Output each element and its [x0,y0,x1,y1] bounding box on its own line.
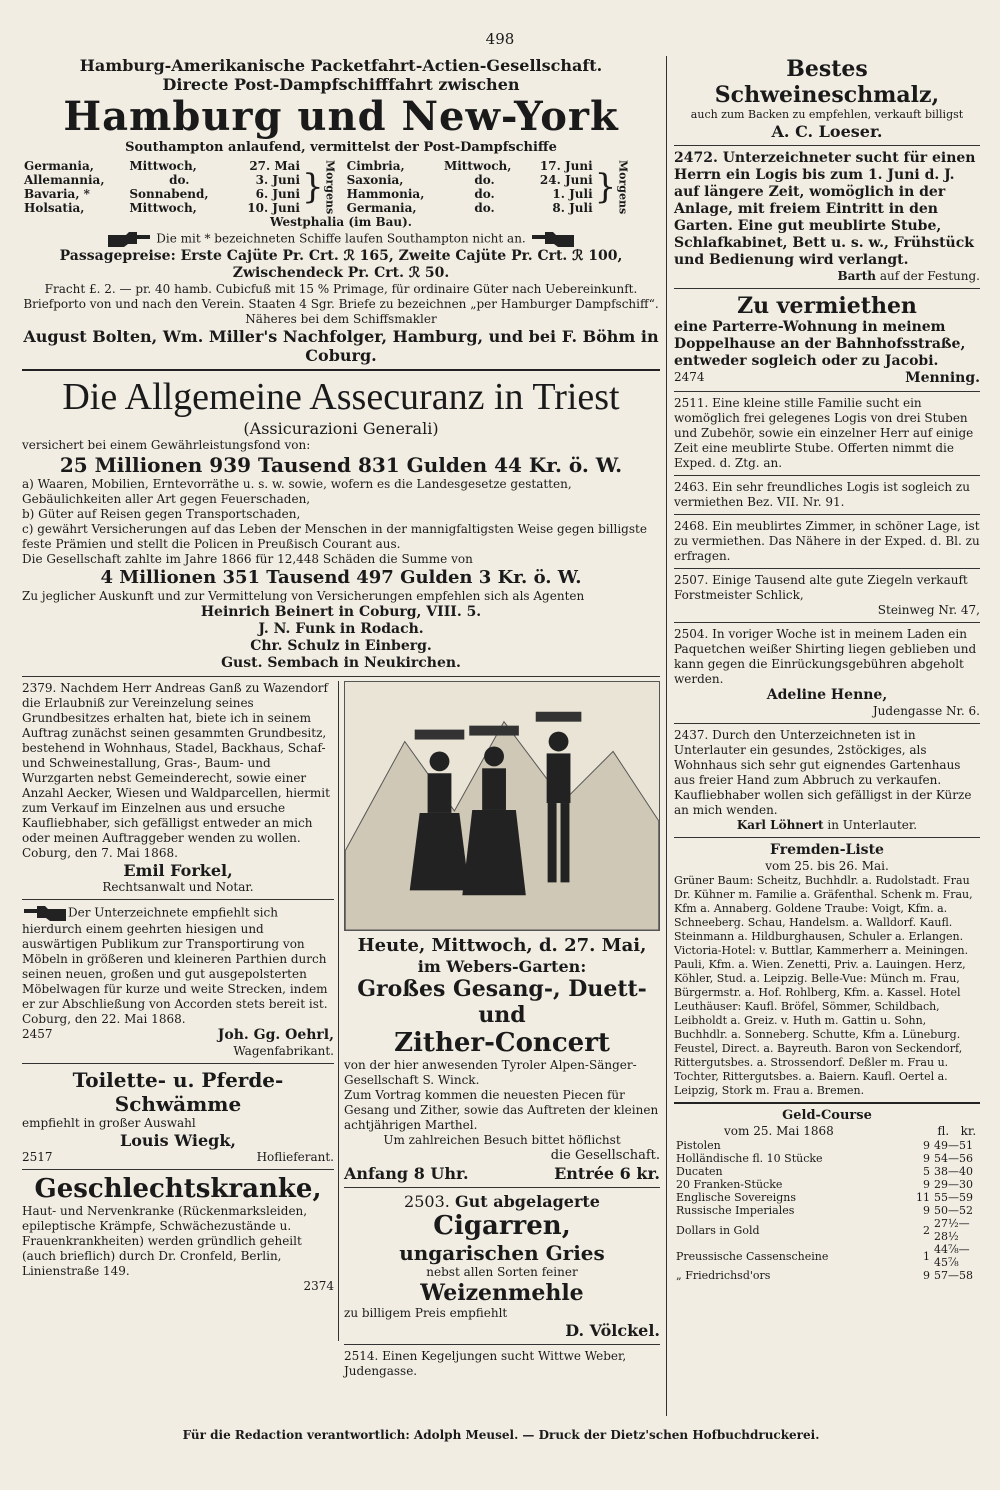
table-row: Pistolen 9 49—51 [676,1139,973,1152]
page-number: 498 [485,30,515,48]
broker-info: Näheres bei dem Schiffsmakler [245,312,437,326]
divider [674,1102,980,1104]
ad-2503: 2503. Gut abgelagerte Cigarren, ungarischen Gries nebst allen Sorten feiner Weizenmehle zu billigem Preis empfiehlt D. Völckel. [344,1192,660,1340]
agent-item: Heinrich Beinert in Coburg, VIII. 5. [200,604,482,620]
ad-2379: 2379. Nachdem Herr Andreas Ganß zu Wazendorf die Erlaubniß zur Vereinzelung seines Grundbesitzes erhalten hat, biete ich in seinem Auftrag zunächst seinen gesammten Grundbesitz, bestehend in Wohnhaus, Stadel, Backhaus, Schaf- und Schweinestallung, Gras-, Baum- und Wurzgarten nebst Gemeinderecht, sowie einer Anzahl Aecker, Wiesen und Waldparcellen, hiermit zum Verkauf im Einzelnen aus und ersuche Kaufliebhaber, sich gefälligst entweder an mich oder meinen Auftraggeber wenden zu wollen. Coburg, den 7. Mai 1868. Emil Forkel, Rechtsanwalt und Notar. [22,681,330,894]
ad-moebel: Der Unterzeichnete empfiehlt sich hierdurch einem geehrten hiesigen und auswärtigen Publikum zur Transportirung von Möbeln in größeren und kleineren Parthien durch seinen neuen, großen und gut ausgepolsterten Möbelwagen für kurze und weite Strecken, indem er zur Abschließung von Accorden stets bereit ist. Coburg, den 22. Mai 1868. 2457 Joh. Gg. Oehrl, Wagenfabrikant. [22,905,334,1058]
assecuranz-title: Die Allgemeine Assecuranz in Triest [62,376,620,418]
ad-2472: 2472. Unterzeichneter sucht für einen Herrn ein Logis bis zum 1. Juni d. J. auf längere Zeit, womöglich in der Anlage, mit freiem Eintritt in den Garten. Eine gut meublirte Stube, Schlafkabinet, Bett u. s. w., Frühstück und Bedienung wird verlangt. Barth auf der Festung. [674,150,980,283]
divider [674,723,980,724]
table-row: Englische Sovereigns 11 55—59 [676,1191,973,1204]
ad-toilette: Toilette- u. Pferde-Schwämme empfiehlt in großer Auswahl Louis Wiegk, 2517 Hoflieferant. [22,1068,334,1164]
assecuranz-subtitle: (Assicurazioni Generali) [243,419,439,438]
bracket-left: } [302,167,324,207]
hapag-company: Hamburg-Amerikanische Packetfahrt-Actien-Gesellschaft. [79,56,603,75]
divider [344,1187,660,1188]
geld-course: Geld-Course vom 25. Mai 1868 fl. kr. Pistolen 9 49—51 Holländische fl. 10 Stücke 9 54—56 Ducaten 5 38—40 20 Franken-Stücke 9 29—30 Englische Sovereigns 11 55—59 Russische Imperiales 9 50—52 Dollars in Gold 2 27½—28½ Preussische Cassenscheine 1 44⅞—45⅞ „ Friedrichsd'ors 9 57—58 [674,1108,980,1282]
ad-2437: 2437. Durch den Unterzeichneten ist in Unterlauter ein gesundes, 2stöckiges, als Wohnhaus sich sehr gut eignendes Gartenhaus aus freier Hand zum Abbruch zu verkaufen. Kaufliebhaber wollen sich gefälligst in der Kürze an mich wenden. Karl Löhnert in Unterlauter. [674,728,972,832]
pointing-hand-icon [530,230,576,248]
ship-schedule [22,159,660,215]
footer-imprint: Für die Redaction verantwortlich: Adolph Meusel. — Druck der Dietz'schen Hofbuchdruckerei. [182,1428,820,1442]
divider [22,1063,334,1064]
morgens-label-right: Morgens [616,159,630,215]
pointing-hand-icon [106,230,152,248]
assecuranz-ad [22,375,660,672]
tyrolean-singers-illustration [344,681,660,931]
divider [674,568,980,569]
ad-2468: 2468. Ein meublirtes Zimmer, in schöner Lage, ist zu vermiethen. Das Nähere in der Exped. d. Bl. zu erfragen. [674,519,980,563]
table-row: Ducaten 5 38—40 [676,1165,973,1178]
divider [22,676,660,677]
ad-2507: 2507. Einige Tausend alte gute Ziegeln verkauft Forstmeister Schlick, Steinweg Nr. 47, [674,573,980,617]
assecuranz-paid: Die Gesellschaft zahlte im Jahre 1866 für 12,448 Schäden die Summe von [22,552,473,566]
divider [674,391,980,392]
agent-item: J. N. Funk in Rodach. [258,621,424,637]
fremden-liste: Fremden-Liste vom 25. bis 26. Mai. Grüner Baum: Scheitz, Buchhdlr. a. Rudolstadt. Frau Dr. Kühner m. Familie a. Gräfenthal. Schenk m. Frau, Kfm a. Annaberg. Goldene Traube: Voigt, Kfm. a. Schneeberg. Schau, Handelsm. a. Walldorf. Kaufl. Steinmann a. Hildburghausen, Schuler a. Erlangen. Victoria-Hotel: v. Buttlar, Kammerherr a. Meiningen. Pauli, Kfm. a. Wien. Zenetti, Priv. a. Lauingen. Herz, Köhler, Stud. a. Leipzig. Belle-Vue: Münch m. Frau, Bürgermstr. a. Hof. Rohlberg, Kfm. a. Kassel. Hotel Leuthäuser: Kaufl. Bröfel, Sömmer, Schildbach, Leibholdt a. Greiz. v. Huth m. Gattin u. Sohn, Buchhdlr. a. Sonneberg. Schutte, Kfm a. Lüneburg. Feustel, Direct. a. Bayreuth. Baron von Seckendorf, Rittergutsbes. a. Strossendorf. Deßler m. Frau u. Tochter, Rittergutsbes. a. Baiern. Kaufl. Oertel a. Leipzig, Stork m. Frau a. Bremen. [674,842,973,1097]
schmalz-ad: Bestes Schweineschmalz, auch zum Backen zu empfehlen, verkauft billigst A. C. Loeser. [690,56,964,141]
assecuranz-c: c) gewährt Versicherungen auf das Leben der Menschen in der mannigfaltigsten Weise gegen billigste feste Prämien und stellt die Policen in Preußisch Courant aus. [22,522,647,551]
rates-table [674,1139,980,1282]
table-row: Dollars in Gold 2 27½—28½ [676,1217,970,1243]
assecuranz-a: a) Waaren, Mobilien, Erntevorräthe u. s. w. sowie, wofern es die Landesgesetze gestatten, Gebäulichkeiten aller Art gegen Feuerschaden, [22,477,572,506]
lower-right [344,681,660,1378]
divider [674,475,980,476]
agent-item: Chr. Schulz in Einberg. [250,638,432,654]
divider [674,837,980,838]
right-column [674,56,980,1416]
assecuranz-fund: 25 Millionen 939 Tausend 831 Gulden 44 Kr. ö. W. [59,453,623,477]
left-column [22,56,660,1416]
table-row: Preussische Cassenscheine 1 44⅞—45⅞ [676,1243,970,1269]
table-row: „ Friedrichsd'ors 9 57—58 [676,1269,973,1282]
divider [674,288,980,289]
assecuranz-line1: versichert bei einem Gewährleistungsfond von: [22,438,311,452]
ship-table-right: Cimbria, Mittwoch, 17. Juni Saxonia, do. 24. Juni Hammonia, do. 1. Juli Germania, do. 8. Juli [346,159,593,215]
pointing-hand-icon [22,904,68,922]
bracket-right: } [594,167,617,207]
ad-2511: 2511. Eine kleine stille Familie sucht ein womöglich frei gelegenes Logis von drei Stuben und Zubehör, sowie ein einzelner Herr auf einige Zeit eine meublirte Stube. Offerten nimmt die Exped. d. Ztg. an. [674,396,974,470]
divider [674,622,980,623]
assecuranz-sum: 4 Millionen 351 Tausend 497 Gulden 3 Kr. ö. W. [100,567,582,588]
divider [674,145,980,146]
divider [22,369,660,371]
agent-item: Gust. Sembach in Neukirchen. [221,655,461,671]
freight: Fracht £. 2. — pr. 40 hamb. Cubicfuß mit 15 % Primage, für ordinaire Güter nach Uebereinkunft. [44,282,638,296]
divider [22,1169,334,1170]
broker-agent: August Bolten, Wm. Miller's Nachfolger, Hamburg, und bei F. Böhm in Coburg. [23,327,659,365]
hapag-subtitle: Directe Post-Dampfschifffahrt zwischen [162,75,520,94]
ad-geschlecht: Geschlechtskranke, Haut- und Nervenkranke (Rückenmarksleiden, epileptische Krämpfe, Schwächezustände u. Frauenkrankheiten) werden gründlich geheilt (auch brieflich) durch Dr. Cronfeld, Berlin, Linienstraße 149. 2374 [22,1174,334,1293]
hapag-headline: Hamburg und New-York [63,93,619,140]
table-row: Holländische fl. 10 Stücke 9 54—56 [676,1152,973,1165]
divider [344,1344,660,1345]
ship-table-left: Germania, Mittwoch, 27. Mai Allemannia, do. 3. Juni Bavaria, * Sonnabend, 6. Juni Holsatia, Mittwoch, 10. Juni [24,159,300,215]
morgens-label-left: Morgens [323,159,337,215]
divider [674,514,980,515]
hapag-ad [22,56,660,365]
ad-2504: 2504. In voriger Woche ist in meinem Laden ein Paquetchen weißer Shirting liegen geblieben und kann gegen die Einrückungsgebühren abgeholt werden. Adeline Henne, Judengasse Nr. 6. [674,627,980,718]
table-row: 20 Franken-Stücke 9 29—30 [676,1178,973,1191]
assecuranz-agents-intro: Zu jeglicher Auskunft und zur Vermittelung von Versicherungen empfehlen sich als Agenten [22,589,585,603]
concert-ad: Heute, Mittwoch, d. 27. Mai, im Webers-Garten: Großes Gesang-, Duett- und Zither-Concert von der hier anwesenden Tyroler Alpen-Sänger-Gesellschaft S. Winck. Zum Vortrag kommen die neuesten Piecen für Gesang und Zither, sowie das Auftreten der kleinen achtjährigen Marthel. Um zahlreichen Besuch bittet höflichst die Gesellschaft. Anfang 8 Uhr. Entrée 6 kr. [344,935,660,1183]
fares: Passagepreise: Erste Cajüte Pr. Crt. ℛ 165, Zweite Cajüte Pr. Crt. ℛ 100, [59,248,623,264]
lower-section [22,681,660,1378]
postage: Briefporto von und nach den Verein. Staaten 4 Sgr. Briefe zu bezeichnen „per Hamburger Dampfschiff“. [23,297,659,311]
westphalia-note: Westphalia (im Bau). [269,215,412,229]
ad-2514: 2514. Einen Kegeljungen sucht Wittwe Weber, Judengasse. [344,1349,627,1378]
table-row: Russische Imperiales 9 50—52 [676,1204,973,1217]
column-divider [666,56,667,1416]
ad-2463: 2463. Ein sehr freundliches Logis ist sogleich zu vermiethen Bez. VII. Nr. 91. [674,480,970,509]
fares-steerage: Zwischendeck Pr. Crt. ℛ 50. [232,265,450,281]
assecuranz-b: b) Güter auf Reisen gegen Transportschaden, [22,507,301,521]
lower-left [22,681,334,1341]
vermiethen-ad: Zu vermiethen eine Parterre-Wohnung in meinem Doppelhause an der Bahnhofsstraße, entweder sogleich oder zu Jacobi. 2474 Menning. [674,293,980,386]
southampton-note: Die mit * bezeichneten Schiffe laufen Southampton nicht an. [22,230,660,248]
column-divider [338,681,339,1341]
hapag-via: Southampton anlaufend, vermittelst der Post-Dampfschiffe [125,140,557,155]
divider [22,899,334,900]
